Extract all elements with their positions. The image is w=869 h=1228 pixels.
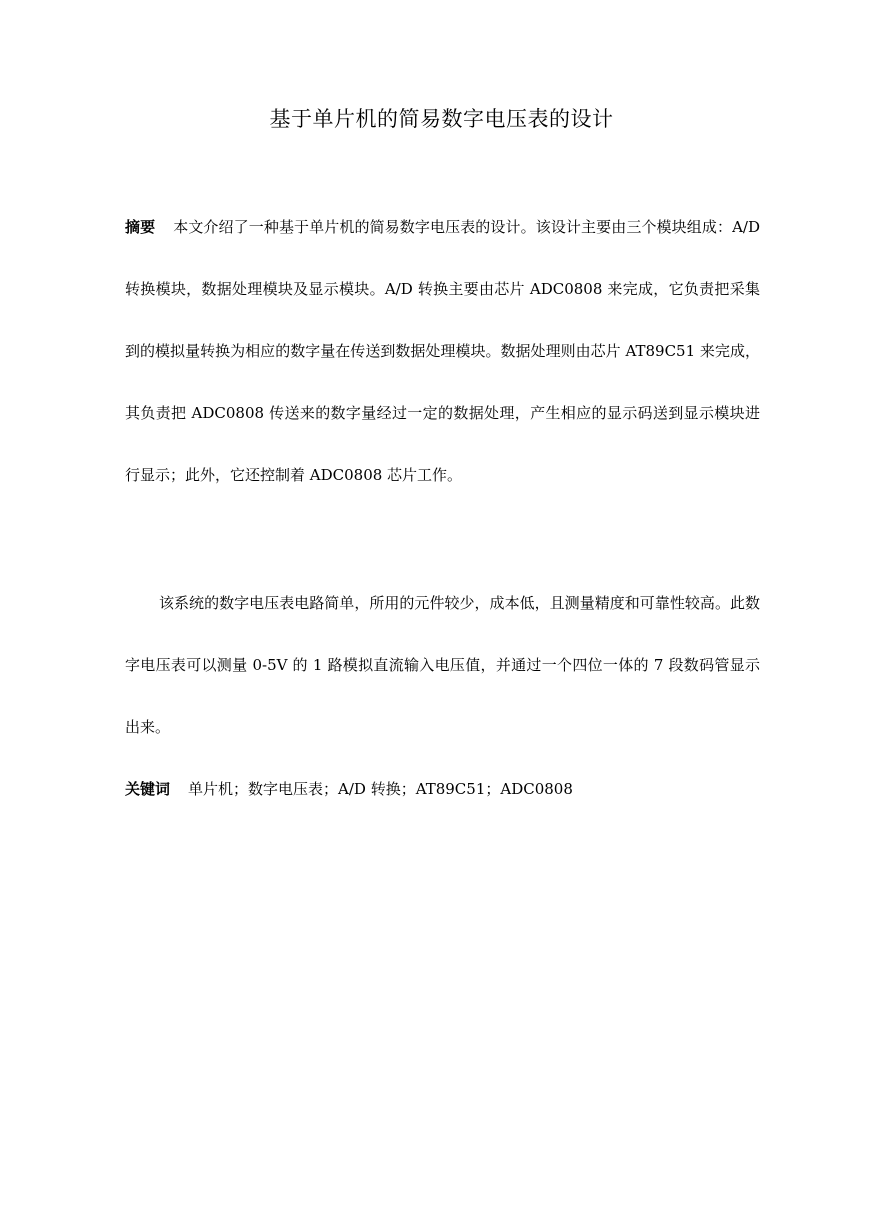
keywords-text: 单片机；数字电压表；A/D 转换；AT89C51；ADC0808 [188, 780, 573, 798]
abstract-paragraph [125, 196, 760, 506]
abstract-label: 摘要 [125, 218, 156, 236]
keywords-line [125, 774, 765, 804]
keywords-label: 关键词 [125, 780, 171, 798]
document-title: 基于单片机的简易数字电压表的设计 [269, 107, 614, 131]
abstract-paragraph-2: 该系统的数字电压表电路简单，所用的元件较少，成本低，且测量精度和可靠性较高。此数字电压表可以测量 0-5V 的 1 路模拟直流输入电压值，并通过一个四位一体的 7 段数码管显示出来。 [125, 594, 760, 736]
abstract-text: 本文介绍了一种基于单片机的简易数字电压表的设计。该设计主要由三个模块组成：A/D 转换模块，数据处理模块及显示模块。A/D 转换主要由芯片 ADC0808 来完成，它负责把采集到的模拟量转换为相应的数字量在传送到数据处理模块。数据处理则由芯片 AT89C51 来完成，其负责把 ADC0808 传送来的数字量经过一定的数据处理，产生相应的显示码送到显示模块进行显示；此外，它还控制着 ADC0808 芯片工作。 [125, 218, 760, 484]
